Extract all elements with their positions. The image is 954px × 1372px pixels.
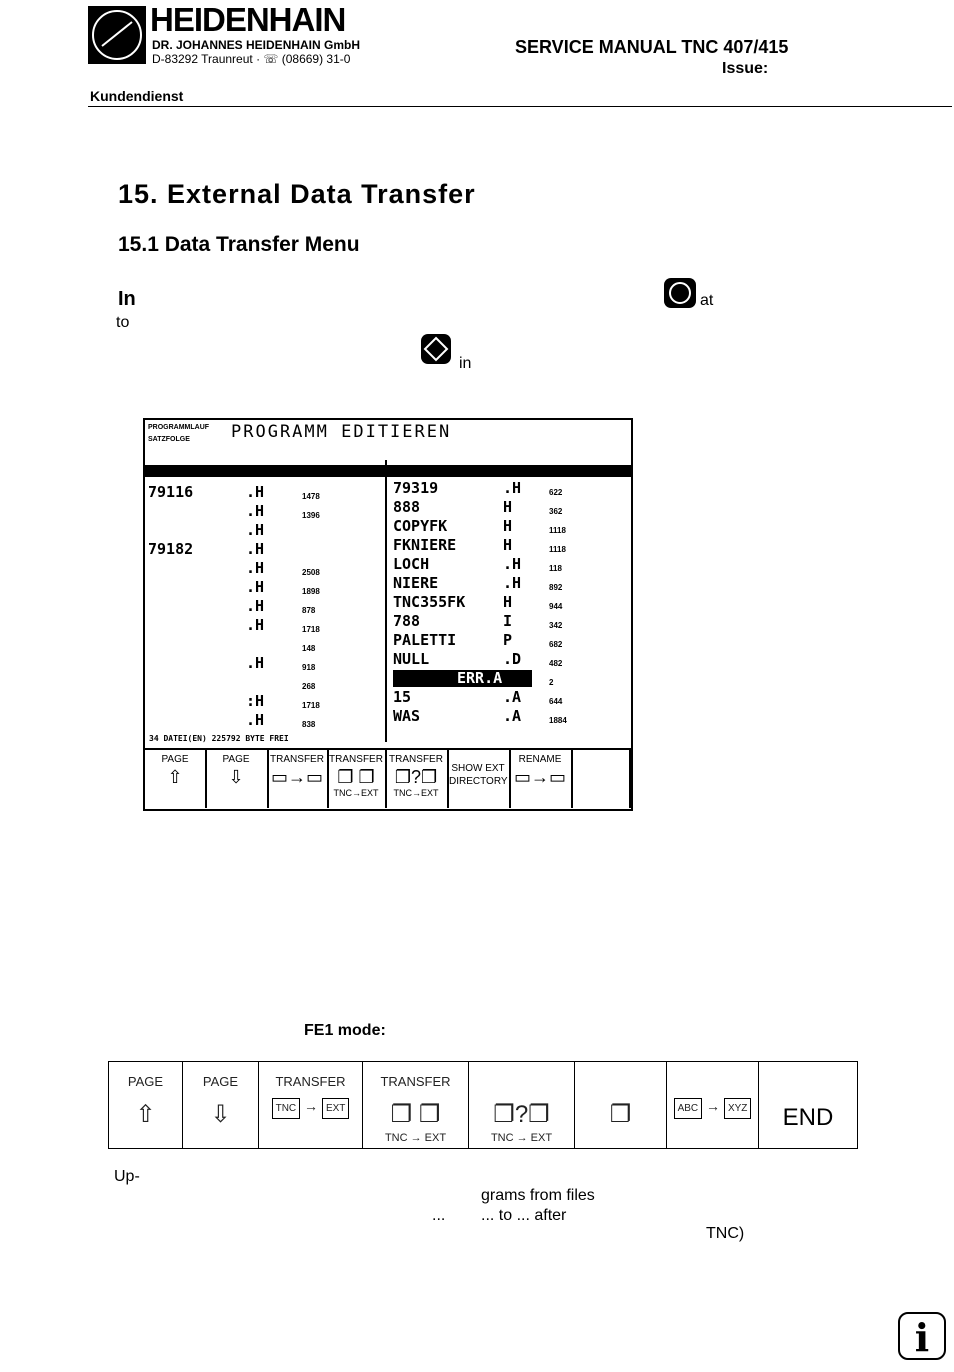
fe1-softkey [666, 1062, 758, 1148]
file-size: 342 [549, 621, 563, 630]
text-fragment-line2b: ... to ... after [481, 1207, 567, 1224]
fe1-softkey-label: PAGE [127, 1074, 164, 1089]
file-extension: :H [246, 692, 265, 710]
file-name: 79116 [148, 483, 194, 501]
screen-softkey [267, 750, 329, 808]
target-box: EXT [322, 1098, 349, 1119]
screen-softkey-symbol: ⇧ [167, 767, 183, 787]
file-size: 944 [549, 602, 563, 611]
file-extension: .H [246, 654, 265, 672]
screen-header-band [145, 465, 633, 477]
file-name: 788 [393, 612, 421, 630]
screen-submode-label: SATZFOLGE [148, 436, 190, 443]
fe1-softkey-symbol-icon: ❐ [609, 1101, 632, 1128]
screen-softkey [385, 750, 449, 808]
file-size: 1718 [302, 625, 320, 634]
screen-softkey [205, 750, 269, 808]
file-size: 1478 [302, 492, 320, 501]
screen-softkey-sub: TNC→EXT [393, 788, 439, 798]
file-extension: H [503, 536, 513, 554]
fe1-softkey-sub: TNC → EXT [490, 1132, 553, 1144]
screen-softkey-label: TRANSFER [270, 754, 324, 765]
file-extension: .H [246, 578, 265, 596]
issue-label: Issue: [722, 60, 769, 77]
box-transfer-icon [259, 1098, 362, 1119]
file-name: LOCH [393, 555, 430, 573]
fe1-softkey-sub: TNC → EXT [384, 1132, 447, 1144]
file-size: 622 [549, 488, 563, 497]
text-fragment-line3: TNC) [706, 1225, 745, 1242]
file-size: 892 [549, 583, 563, 592]
fe1-softkey-symbol-icon: ⇧ [135, 1101, 156, 1128]
file-size: 1718 [302, 701, 320, 710]
file-extension: .H [503, 479, 522, 497]
file-name: NULL [393, 650, 430, 668]
screen-softkey-label: RENAME [518, 754, 562, 765]
file-size: 482 [549, 659, 563, 668]
file-size: 2 [549, 678, 554, 687]
file-size: 1118 [549, 526, 566, 535]
screen-softkey [145, 750, 207, 808]
fe1-softkey [362, 1062, 468, 1148]
file-size: 148 [302, 644, 316, 653]
text-fragment-line2a: ... [432, 1207, 446, 1224]
file-extension: .H [246, 559, 265, 577]
company-address: D-83292 Traunreut · ☏ (08669) 31-0 [152, 52, 351, 66]
screen-column-divider [385, 460, 387, 742]
file-extension: .A [503, 688, 522, 706]
screen-title: PROGRAMM EDITIEREN [231, 422, 452, 442]
file-extension: .H [246, 502, 265, 520]
file-size: 2508 [302, 568, 320, 577]
fe1-softkey [758, 1062, 858, 1148]
manual-title: SERVICE MANUAL TNC 407/415 [515, 37, 789, 57]
section-heading: 15.1 Data Transfer Menu [118, 233, 360, 256]
screen-softkey-label: PAGE [161, 754, 189, 765]
file-extension: H [503, 498, 513, 516]
fe1-softkey [468, 1062, 574, 1148]
file-size: 682 [549, 640, 563, 649]
file-name: 79319 [393, 479, 439, 497]
brand-name: HEIDENHAIN [150, 1, 346, 38]
screen-softkey-label: SHOW EXT DIRECTORY [449, 763, 508, 787]
file-extension: H [503, 517, 513, 535]
file-name: PALETTI [393, 631, 457, 649]
fe1-softkey [182, 1062, 258, 1148]
screen-softkey [447, 750, 511, 808]
screen-softkey [509, 750, 573, 808]
ext-key-icon [421, 334, 451, 364]
file-size: 1898 [302, 587, 320, 596]
fe1-softkey-symbol-icon: ❐?❐ [493, 1101, 550, 1128]
file-size: 268 [302, 682, 316, 691]
screen-softkey-symbol: ❐?❐ [394, 767, 438, 787]
file-name: 79182 [148, 540, 194, 558]
file-extension: .H [246, 521, 265, 539]
file-name: NIERE [393, 574, 439, 592]
info-icon: i [898, 1312, 946, 1360]
file-size: 878 [302, 606, 316, 615]
file-name: TNC355FK [393, 593, 466, 611]
file-extension: .A [503, 707, 522, 725]
fe1-softkey [108, 1062, 182, 1148]
fe1-softkey-symbol-icon: ⇩ [210, 1101, 231, 1128]
screen-footer: 34 DATEI(EN) 225792 BYTE FREI [149, 734, 289, 743]
fe1-softkey [574, 1062, 666, 1148]
chapter-heading: 15. External Data Transfer [118, 179, 476, 209]
source-box: TNC [272, 1098, 301, 1119]
file-name: WAS [393, 707, 421, 725]
screen-softkey-symbol: ▭→▭ [270, 767, 323, 787]
text-fragment-line1: grams from files [481, 1187, 595, 1204]
file-extension: .H [246, 540, 265, 558]
screen-softkey-row [145, 748, 633, 810]
file-name: 15 [393, 688, 412, 706]
file-extension: I [503, 612, 513, 630]
screen-softkey [571, 750, 631, 808]
fe1-softkey-label: TRANSFER [275, 1074, 346, 1089]
screen-softkey-sub: TNC→EXT [333, 788, 379, 798]
fe1-softkey-label: TRANSFER [380, 1074, 451, 1089]
screen-softkey-symbol: ▭→▭ [513, 767, 566, 787]
tnc-screen [143, 418, 633, 811]
file-name: 888 [393, 498, 421, 516]
file-size: 1884 [549, 716, 567, 725]
fe1-softkey-symbol-icon: ❐ ❐ [390, 1101, 441, 1128]
department-label: Kundendienst [90, 88, 184, 104]
file-size: 838 [302, 720, 316, 729]
screen-softkey-label: TRANSFER [329, 754, 383, 765]
screen-softkey [327, 750, 387, 808]
file-size: 1118 [549, 545, 566, 554]
file-extension: .H [246, 616, 265, 634]
file-extension: .H [503, 574, 522, 592]
file-name: FKNIERE [393, 536, 457, 554]
text-fragment-to: to [116, 314, 130, 331]
text-fragment-up: Up- [114, 1168, 140, 1185]
screen-softkey-symbol: ❐ ❐ [337, 767, 375, 787]
text-fragment-at: at [700, 292, 714, 309]
file-size: 118 [549, 564, 562, 573]
screen-softkey-label: TRANSFER [389, 754, 443, 765]
mode-key-icon [664, 278, 696, 308]
file-size: 1396 [302, 511, 320, 520]
file-name-highlighted: ERR.A [393, 670, 532, 687]
source-box: ABC [674, 1098, 703, 1119]
box-transfer-icon [667, 1098, 758, 1119]
company-name: DR. JOHANNES HEIDENHAIN GmbH [152, 38, 361, 52]
file-extension: .H [246, 711, 265, 729]
arrow-right-icon: → [300, 1098, 322, 1114]
file-extension: H [503, 593, 513, 611]
fe1-softkey-label: PAGE [202, 1074, 239, 1089]
fe1-mode-label: FE1 mode: [304, 1022, 386, 1039]
file-size: 644 [549, 697, 563, 706]
file-extension: .H [503, 555, 522, 573]
screen-softkey-symbol: ⇩ [228, 767, 244, 787]
file-extension: P [503, 631, 513, 649]
screen-mode-label: PROGRAMMLAUF [148, 424, 210, 431]
header-rule [88, 106, 952, 107]
file-size: 362 [549, 507, 563, 516]
text-fragment-in: In [118, 288, 136, 310]
screen-softkey-label: PAGE [222, 754, 250, 765]
file-extension: .H [246, 483, 265, 501]
heidenhain-logo-icon [88, 6, 146, 64]
fe1-softkey-bar [108, 1061, 858, 1149]
text-fragment-in-2: in [459, 355, 472, 372]
target-box: XYZ [724, 1098, 751, 1119]
arrow-right-icon: → [702, 1098, 724, 1114]
fe1-softkey [258, 1062, 362, 1148]
end-softkey-label: END [782, 1104, 834, 1131]
file-extension: .D [503, 650, 522, 668]
file-name: COPYFK [393, 517, 448, 535]
file-size: 918 [302, 663, 316, 672]
file-extension: .H [246, 597, 265, 615]
